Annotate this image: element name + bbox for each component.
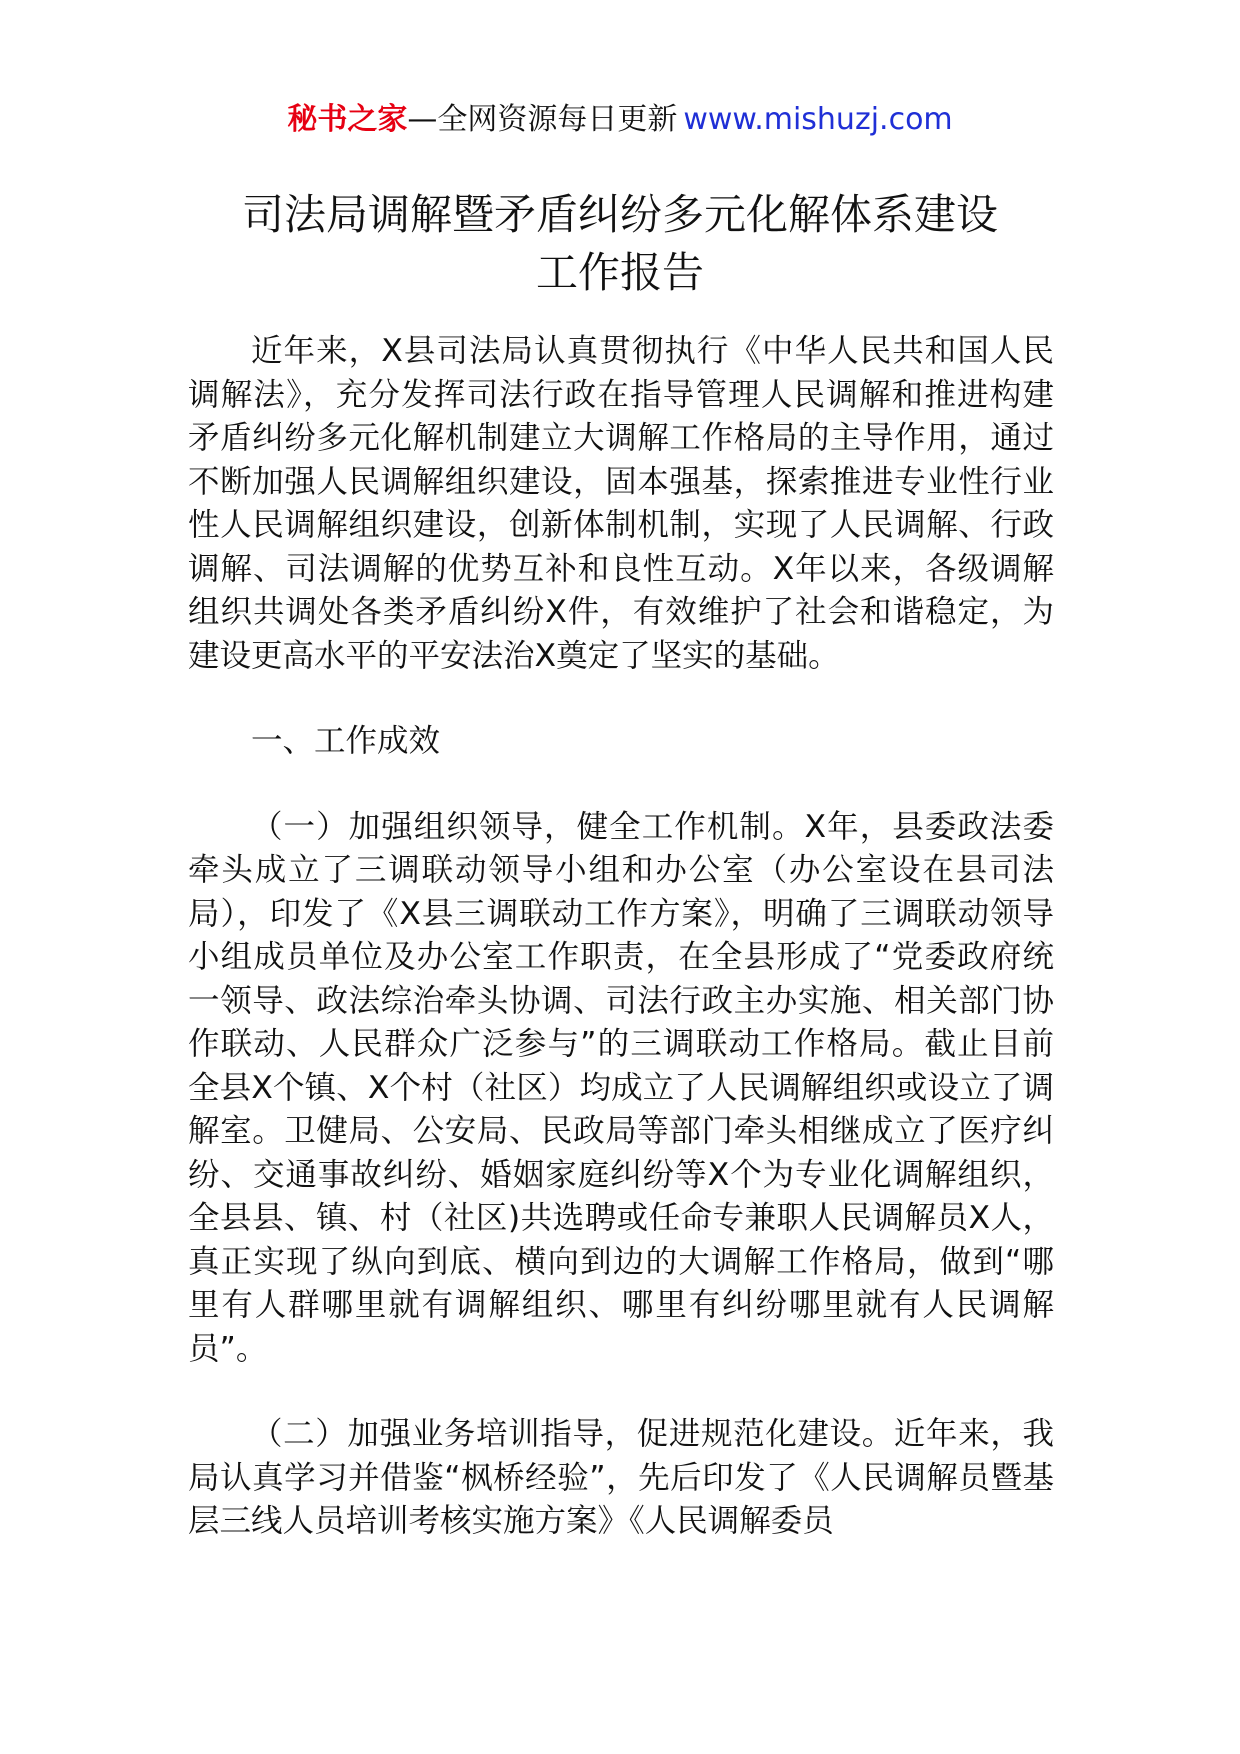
subsection-paragraph-2: （二）加强业务培训指导，促进规范化建设。近年来，我局认真学习并借鉴“枫桥经验”，先后印发了《人民调解员暨基层三线人员培训考核实施方案》《人民调解委员 [188, 1416, 1054, 1539]
site-url-link[interactable]: www.mishuzj.com [683, 102, 953, 137]
document-body [188, 330, 1054, 1586]
document-title-line-1: 司法局调解暨矛盾纠纷多元化解体系建设 [241, 190, 998, 239]
subsection-paragraph-1: （一）加强组织领导，健全工作机制。X年，县委政法委牵头成立了三调联动领导小组和办公室（办公室设在县司法局），印发了《X县三调联动工作方案》，明确了三调联动领导小组成员单位及办公室工作职责，在全县形成了“党委政府统一领导、政法综治牵头协调、司法行政主办实施、相关部门协作联动、人民群众广泛参与”的三调联动工作格局。截止目前全县X个镇、X个村（社区）均成立了人民调解组织或设立了调解室。卫健局、公安局、民政局等部门牵头相继成立了医疗纠纷、交通事故纠纷、婚姻家庭纠纷等X个为专业化调解组织，全县县、镇、村（社区)共选聘或任命专兼职人民调解员X人，真正实现了纵向到底、横向到边的大调解工作格局，做到“哪里有人群哪里就有调解组织、哪里有纠纷哪里就有人民调解员”。 [188, 808, 1054, 1367]
intro-paragraph: 近年来，X县司法局认真贯彻执行《中华人民共和国人民调解法》，充分发挥司法行政在指导管理人民调解和推进构建矛盾纠纷多元化解机制建立大调解工作格局的主导作用，通过不断加强人民调解组织建设，固本强基，探索推进专业性行业性人民调解组织建设，创新体制机制，实现了人民调解、行政调解、司法调解的优势互补和良性互动。X年以来，各级调解组织共调处各类矛盾纠纷X件，有效维护了社会和谐稳定，为建设更高水平的平安法治X奠定了坚实的基础。 [188, 333, 1054, 674]
document-title-line-2: 工作报告 [535, 248, 704, 297]
site-banner [0, 100, 1240, 140]
document-title [170, 186, 1070, 302]
banner-tagline: —全网资源每日更新 [407, 102, 678, 137]
brand-name: 秘书之家 [287, 102, 408, 137]
section-heading-achievements: 一、工作成效 [251, 723, 441, 759]
